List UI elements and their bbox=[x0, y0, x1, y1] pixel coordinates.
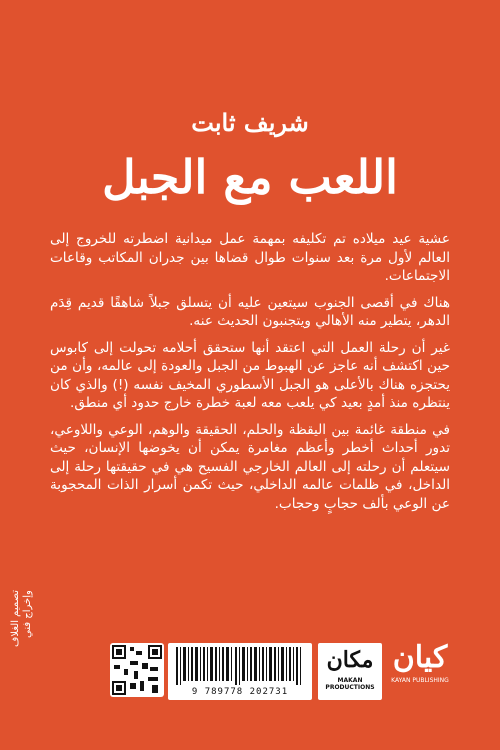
isbn-barcode bbox=[168, 643, 312, 700]
author-name: شريف ثابت bbox=[191, 108, 309, 137]
blurb-paragraph-4: في منطقة غائمة بين اليقظة والحلم، الحقيقة والوهم، الوعي واللاوعي، تدور أحداث أخطر وأعظم مغامرة يمكن أن يخوضها الإنسان، حيث سيتعلم أن رحلته إلى العالم الخارجي الفسيح هي في حقيقتها رحلة إلى الداخل، في ظلمات عالمه الداخلي، حيث تكمن أسرار الذات المحجوبة عن الوعي بألف حجابٍ وحجاب. bbox=[50, 421, 450, 512]
kayan-logo-text: كيان bbox=[392, 640, 448, 675]
cover-credit-line-1: تصميم الغلاف bbox=[10, 590, 21, 648]
makan-publisher-logo bbox=[318, 643, 382, 700]
kayan-subtitle: KAYAN PUBLISHING bbox=[391, 677, 449, 684]
cover-credit bbox=[10, 590, 50, 740]
blurb-paragraph-3: غير أن رحلة العمل التي اعتقد أنها ستحقق أحلامه تحولت إلى كابوس حين اكتشف أنه عاجز عن الهبوط من الجبل والعودة إلى عالمه، وأن من يحتجزه هناك بالأعلى هو الجبل الأسطوري المخيف نفسه (!) والذي كان ينتظره منذ أمدٍ بعيد كي يلعب معه لعبة خطرة خارج حدود أي منطق. bbox=[50, 339, 450, 411]
isbn-number: 9 789778 202731 bbox=[191, 687, 289, 697]
makan-logo-text: مكان bbox=[326, 647, 374, 673]
back-cover-blurb bbox=[50, 230, 450, 521]
book-title: اللعب مع الجبل bbox=[102, 150, 398, 204]
barcode-icon bbox=[176, 647, 304, 685]
qr-code-icon bbox=[110, 643, 164, 697]
blurb-paragraph-1: عشية عيد ميلاده تم تكليفه بمهمة عمل ميدانية اضطرته للخروج إلى العالم لأول مرة بعد سنوات طوال قضاها بين جدران المكاتب وقاعات الاجتماعات. bbox=[50, 231, 450, 284]
cover-credit-line-2: وإخراج فني bbox=[22, 590, 33, 638]
makan-subtitle: MAKAN PRODUCTIONS bbox=[325, 677, 375, 691]
kayan-publisher-logo bbox=[390, 640, 450, 702]
blurb-paragraph-2: هناك في أقصى الجنوب سيتعين عليه أن يتسلق جبلاً شاهقًا قديم قِدَم الدهر، يتطير منه الأهالي ويتجنبون الحديث عنه. bbox=[50, 294, 450, 329]
qr-code bbox=[110, 643, 164, 697]
